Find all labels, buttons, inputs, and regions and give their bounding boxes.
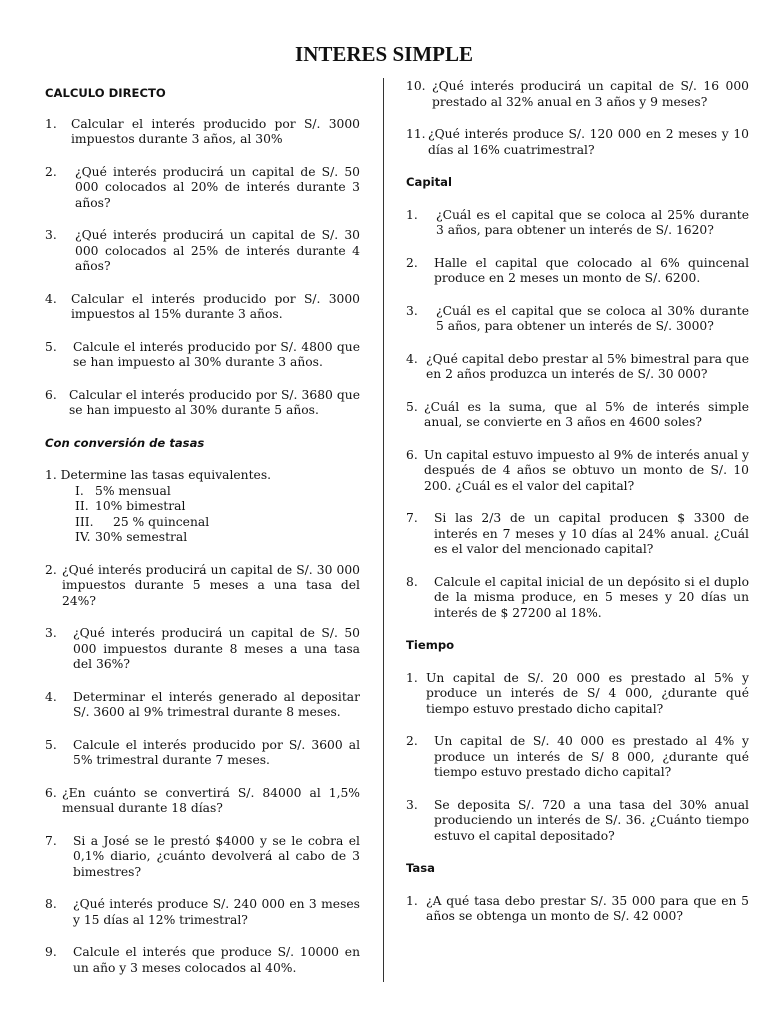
exercise-text: Halle el capital que colocado al 6% quincenal produce en 2 meses un monto de S/. 6200. <box>434 255 749 285</box>
rate-text: 5% mensual <box>95 483 171 498</box>
exercise-number: 3. <box>45 228 57 242</box>
exercise-text: Calcule el interés que produce S/. 10000 en un año y 3 meses colocados al 40%. <box>73 945 360 975</box>
exercise-text: ¿Qué interés produce S/. 120 000 en 2 meses y 10 días al 16% cuatrimestral? <box>428 127 749 157</box>
exercise-item <box>45 690 360 721</box>
column-divider <box>383 78 384 982</box>
exercise-number: 2. <box>45 562 57 577</box>
exercise-text: ¿En cuánto se convertirá S/. 84000 al 1,5% mensual durante 18 días? <box>62 785 360 815</box>
section-heading-calculo-directo: CALCULO DIRECTO <box>45 86 166 100</box>
rate-number: IV. <box>75 530 91 544</box>
exercise-number: 2. <box>45 164 57 179</box>
exercise-number: 6. <box>45 387 57 402</box>
exercise-item <box>45 563 360 610</box>
exercise-item <box>45 626 360 673</box>
exercise-number: 3. <box>406 797 418 812</box>
exercise-text: ¿Qué interés producirá un capital de S/. 50 000 impuestos durante 8 meses a una tasa del 36%? <box>73 626 360 671</box>
exercise-text: ¿Cuál es el capital que se coloca al 25% durante 3 años, para obtener un interés de S/. 1620? <box>436 207 749 237</box>
exercise-number: 1. <box>406 670 418 685</box>
exercise-number: 8. <box>406 574 418 589</box>
exercise-text: Calcule el interés producido por S/. 3600 al 5% trimestral durante 7 meses. <box>73 737 360 767</box>
rate-item <box>75 530 360 546</box>
exercise-text: Calcule el interés producido por S/. 4800 que se han impuesto al 30% durante 3 años. <box>73 339 360 369</box>
exercise-item <box>45 834 360 881</box>
exercise-text: Calcule el capital inicial de un depósito si el duplo de la misma produce, en 5 meses y 20 días un interés de $ 27200 al 18%. <box>434 574 749 620</box>
exercise-item <box>406 511 749 558</box>
exercise-item <box>45 897 360 928</box>
section-heading-tiempo: Tiempo <box>406 638 455 652</box>
exercise-item <box>406 352 749 383</box>
exercise-number: 4. <box>45 689 57 704</box>
exercise-text: ¿Cuál es la suma, que al 5% de interés simple anual, se convierte en 3 años en 4600 soles? <box>424 399 749 429</box>
rate-text: 10% bimestral <box>95 499 186 513</box>
right-column <box>406 79 749 925</box>
exercise-item <box>406 894 749 925</box>
rate-item <box>75 484 360 500</box>
exercise-item <box>406 127 749 158</box>
exercise-item <box>406 304 749 335</box>
exercise-number: 11. <box>406 127 426 141</box>
rate-number: I. <box>75 483 84 498</box>
rate-text: 25 % quincenal <box>113 514 210 529</box>
exercise-text: ¿Qué interés produce S/. 240 000 en 3 meses y 15 días al 12% trimestral? <box>73 897 360 927</box>
exercise-text: Si a José se le prestó $4000 y se le cobra el 0,1% diario, ¿cuánto devolverá al cabo de 3 bimestres? <box>73 833 360 879</box>
exercise-number: 6. <box>45 785 57 800</box>
exercise-number: 4. <box>45 291 57 306</box>
exercise-number: 9. <box>45 945 57 959</box>
rate-number: III. <box>75 514 94 529</box>
exercise-text: 1. Determine las tasas equivalentes. <box>45 468 272 482</box>
exercise-text: ¿Qué interés producirá un capital de S/. 16 000 prestado al 32% anual en 3 años y 9 meses? <box>432 79 749 109</box>
exercise-number: 10. <box>406 79 426 93</box>
exercise-text: ¿Qué interés producirá un capital de S/. 30 000 colocados al 25% de interés durante 4 años? <box>75 228 360 273</box>
exercise-number: 2. <box>406 255 418 270</box>
rate-item <box>75 499 360 515</box>
exercise-item <box>45 738 360 769</box>
left-column <box>45 79 360 976</box>
exercise-item <box>406 734 749 781</box>
exercise-number: 4. <box>406 351 418 366</box>
exercise-item <box>406 448 749 495</box>
exercise-number: 1. <box>406 893 418 908</box>
exercise-number: 7. <box>45 833 57 848</box>
exercise-text: Calcular el interés producido por S/. 3000 impuestos al 15% durante 3 años. <box>71 291 360 321</box>
exercise-text: ¿Qué capital debo prestar al 5% bimestral para que en 2 años produzca un interés de S/. 30 000? <box>426 351 749 381</box>
exercise-text: Si las 2/3 de un capital producen $ 3300 de interés en 7 meses y 10 días al 24% anual. ¿Cuál es el valor del mencionado capital? <box>434 511 749 556</box>
exercise-item <box>406 400 749 431</box>
exercise-item <box>45 228 360 275</box>
exercise-item <box>45 292 360 323</box>
exercise-text: ¿Cuál es el capital que se coloca al 30% durante 5 años, para obtener un interés de S/. 3000? <box>436 303 749 333</box>
exercise-text: Calcular el interés producido por S/. 3000 impuestos durante 3 años, al 30% <box>71 116 360 146</box>
exercise-item <box>406 208 749 239</box>
exercise-item <box>406 79 749 110</box>
rate-number: II. <box>75 499 89 513</box>
section-heading-capital: Capital <box>406 175 452 189</box>
exercise-number: 7. <box>406 511 418 525</box>
exercise-number: 8. <box>45 897 57 911</box>
exercise-text: Calcular el interés producido por S/. 3680 que se han impuesto al 30% durante 5 años. <box>69 387 360 417</box>
exercise-text: Un capital estuvo impuesto al 9% de interés anual y después de 4 años se obtuvo un monto de S/. 10 200. ¿Cuál es el valor del capital? <box>424 447 749 493</box>
rates-list <box>75 484 360 546</box>
page-title: INTERES SIMPLE <box>295 42 473 66</box>
section-heading-tasa: Tasa <box>406 861 435 875</box>
exercise-number: 3. <box>45 626 57 640</box>
exercise-item <box>406 256 749 287</box>
exercise-item <box>45 388 360 419</box>
exercise-number: 2. <box>406 734 418 748</box>
exercise-text: Un capital de S/. 20 000 es prestado al 5% y produce un interés de S/ 4 000, ¿durante qué tiempo estuvo prestado dicho capital? <box>426 670 749 716</box>
exercise-number: 6. <box>406 447 418 462</box>
exercise-item <box>45 340 360 371</box>
exercise-text: Determinar el interés generado al depositar S/. 3600 al 9% trimestral durante 8 meses. <box>73 689 360 719</box>
exercise-item <box>406 671 749 718</box>
exercise-number: 3. <box>406 303 418 318</box>
exercise-text: Se deposita S/. 720 a una tasa del 30% anual produciendo un interés de S/. 36. ¿Cuánto tiempo estuvo el capital depositado? <box>434 797 749 843</box>
rate-text: 30% semestral <box>95 530 188 544</box>
exercise-number: 5. <box>45 339 57 354</box>
exercise-text: Un capital de S/. 40 000 es prestado al 4% y produce un interés de S/ 8 000, ¿durante qué tiempo estuvo prestado dicho capital? <box>434 734 749 779</box>
exercise-number: 5. <box>45 737 57 752</box>
section-heading-conversion: Con conversión de tasas <box>45 435 205 450</box>
exercise-text: ¿Qué interés producirá un capital de S/. 50 000 colocados al 20% de interés durante 3 años? <box>75 164 360 210</box>
exercise-item <box>406 798 749 845</box>
exercise-item <box>45 945 360 976</box>
exercise-text: ¿Qué interés producirá un capital de S/. 30 000 impuestos durante 5 meses a una tasa del 24%? <box>62 562 360 608</box>
exercise-number: 5. <box>406 399 418 414</box>
exercise-number: 1. <box>45 116 57 131</box>
exercise-item <box>45 165 360 212</box>
exercise-item <box>45 786 360 817</box>
exercise-text: ¿A qué tasa debo prestar S/. 35 000 para que en 5 años se obtenga un monto de S/. 42 000? <box>426 893 749 923</box>
exercise-item <box>45 117 360 148</box>
exercise-number: 1. <box>406 207 418 222</box>
exercise-item <box>406 575 749 622</box>
rate-item <box>75 515 360 531</box>
